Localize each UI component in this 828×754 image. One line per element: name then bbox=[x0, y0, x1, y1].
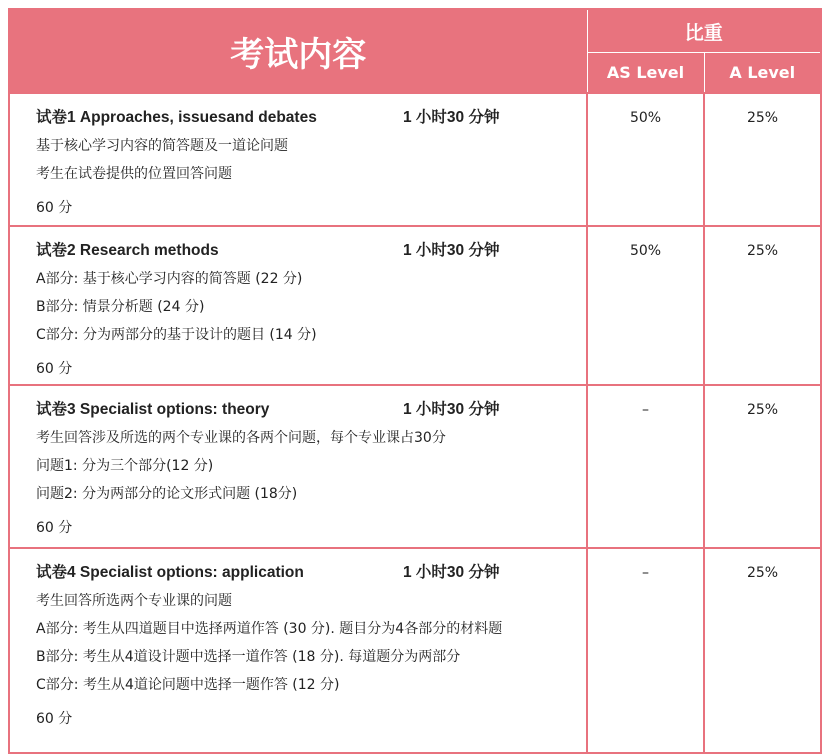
paper-3-title: 试卷3 Specialist options: theory bbox=[36, 401, 270, 418]
paper-1-line-1: 基于核心学习内容的简答题及一道论问题 bbox=[36, 138, 288, 154]
paper-4-content bbox=[9, 548, 587, 753]
paper-1-line-2: 考生在试卷提供的位置回答问题 bbox=[36, 166, 232, 182]
paper-4-line-1: 考生回答所选两个专业课的问题 bbox=[36, 593, 232, 609]
paper-4-title: 试卷4 Specialist options: application bbox=[36, 564, 304, 581]
paper-2-line-2: B部分: 情景分析题 (24 分) bbox=[36, 299, 205, 315]
table-row-paper-3 bbox=[9, 385, 821, 548]
paper-4-as-pct: – bbox=[587, 548, 704, 753]
paper-1-a-pct: 25% bbox=[704, 93, 821, 226]
paper-3-as-pct: – bbox=[587, 385, 704, 548]
paper-1-marks: 60 分 bbox=[36, 200, 73, 216]
paper-3-marks: 60 分 bbox=[36, 520, 73, 536]
paper-4-title-line bbox=[36, 559, 586, 587]
paper-3-duration: 1 小时30 分钟 bbox=[403, 401, 500, 418]
paper-3-title-line bbox=[36, 396, 586, 424]
paper-1-duration: 1 小时30 分钟 bbox=[403, 109, 500, 126]
paper-4-a-pct: 25% bbox=[704, 548, 821, 753]
paper-3-a-pct: 25% bbox=[704, 385, 821, 548]
paper-1-title: 试卷1 Approaches, issuesand debates bbox=[36, 109, 317, 126]
exam-content-table bbox=[8, 8, 822, 754]
table-row-paper-2 bbox=[9, 226, 821, 385]
paper-1-as-pct: 50% bbox=[587, 93, 704, 226]
exam-content-header: 考试内容 bbox=[9, 9, 587, 93]
paper-3-line-3: 问题2: 分为两部分的论文形式问题 (18分) bbox=[36, 486, 298, 502]
table-row-paper-4 bbox=[9, 548, 821, 753]
paper-2-duration: 1 小时30 分钟 bbox=[403, 242, 500, 259]
paper-4-line-2: A部分: 考生从四道题目中选择两道作答 (30 分). 题目分为4各部分的材料题 bbox=[36, 621, 503, 637]
paper-3-line-2: 问题1: 分为三个部分(12 分) bbox=[36, 458, 214, 474]
weight-header: 比重 bbox=[587, 9, 821, 53]
table-row-paper-1 bbox=[9, 93, 821, 226]
paper-4-line-3: B部分: 考生从4道设计题中选择一道作答 (18 分). 每道题分为两部分 bbox=[36, 649, 461, 665]
paper-2-content bbox=[9, 226, 587, 385]
paper-2-as-pct: 50% bbox=[587, 226, 704, 385]
paper-4-duration: 1 小时30 分钟 bbox=[403, 564, 500, 581]
paper-2-title: 试卷2 Research methods bbox=[36, 242, 219, 259]
paper-1-content bbox=[9, 93, 587, 226]
paper-2-a-pct: 25% bbox=[704, 226, 821, 385]
paper-2-title-line bbox=[36, 237, 586, 265]
a-level-header: A Level bbox=[704, 53, 821, 94]
paper-2-line-1: A部分: 基于核心学习内容的简答题 (22 分) bbox=[36, 271, 303, 287]
paper-4-marks: 60 分 bbox=[36, 711, 73, 727]
as-level-header: AS Level bbox=[587, 53, 704, 94]
paper-3-line-1: 考生回答涉及所选的两个专业课的各两个问题，每个专业课占30分 bbox=[36, 430, 446, 446]
paper-4-line-4: C部分: 考生从4道论问题中选择一题作答 (12 分) bbox=[36, 677, 340, 693]
paper-1-title-line bbox=[36, 104, 586, 132]
paper-2-line-3: C部分: 分为两部分的基于设计的题目 (14 分) bbox=[36, 327, 317, 343]
paper-2-marks: 60 分 bbox=[36, 361, 73, 377]
paper-3-content bbox=[9, 385, 587, 548]
